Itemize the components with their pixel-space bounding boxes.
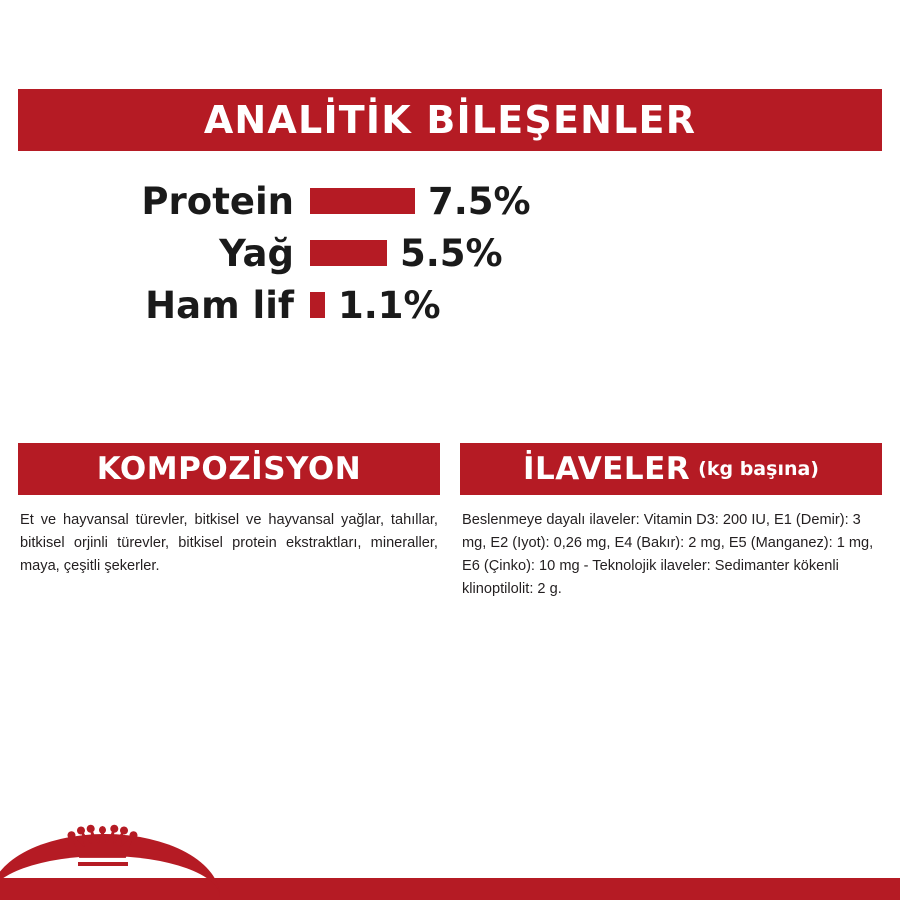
chart-value-label: 5.5% bbox=[400, 231, 503, 275]
chart-value-label: 7.5% bbox=[428, 179, 531, 223]
info-columns bbox=[18, 443, 882, 601]
additives-body-text: Beslenmeye dayalı ilaveler: Vitamin D3: 200 IU, E1 (Demir): 3 mg, E2 (Iyot): 0,26 mg, E4 (Bakır): 2 mg, E5 (Manganez): 1 mg, E6 (Çinko): 10 mg - Teknolojik ilaveler: Sedimanter kökenli klinoptilolit: 2 g. bbox=[462, 512, 874, 598]
chart-category-label: Ham lif bbox=[145, 283, 294, 327]
composition-body-text: Et ve hayvansal türevler, bitkisel ve hayvansal yağlar, tahıllar, bitkisel orjinli türevler, bitkisel protein ekstraktları, mineraller, maya, çeşitli şekerler. bbox=[20, 512, 438, 575]
additives-column bbox=[460, 443, 882, 601]
chart-value-label: 1.1% bbox=[338, 283, 441, 327]
footer-brand-strip bbox=[0, 824, 900, 900]
additives-header bbox=[460, 443, 882, 495]
composition-header-title: KOMPOZİSYON bbox=[96, 450, 362, 487]
chart-bar-wrap bbox=[310, 283, 441, 327]
chart-bar-wrap bbox=[310, 231, 503, 275]
analytical-components-chart bbox=[18, 175, 882, 345]
composition-column bbox=[18, 443, 440, 601]
chart-bar bbox=[310, 292, 325, 318]
chart-bar bbox=[310, 240, 387, 266]
analytical-components-banner bbox=[18, 89, 882, 151]
chart-category-label: Yağ bbox=[219, 231, 294, 275]
royal-canin-crown-icon bbox=[60, 824, 146, 872]
composition-header bbox=[18, 443, 440, 495]
additives-header-subtitle: (kg başına) bbox=[698, 457, 819, 480]
chart-bar bbox=[310, 188, 415, 214]
chart-bar-wrap bbox=[310, 179, 531, 223]
additives-header-title: İLAVELER bbox=[523, 450, 691, 487]
chart-row bbox=[18, 279, 882, 331]
banner-title: ANALİTİK BİLEŞENLER bbox=[203, 98, 697, 142]
chart-category-label: Protein bbox=[141, 179, 294, 223]
chart-row bbox=[18, 227, 882, 279]
chart-row bbox=[18, 175, 882, 227]
